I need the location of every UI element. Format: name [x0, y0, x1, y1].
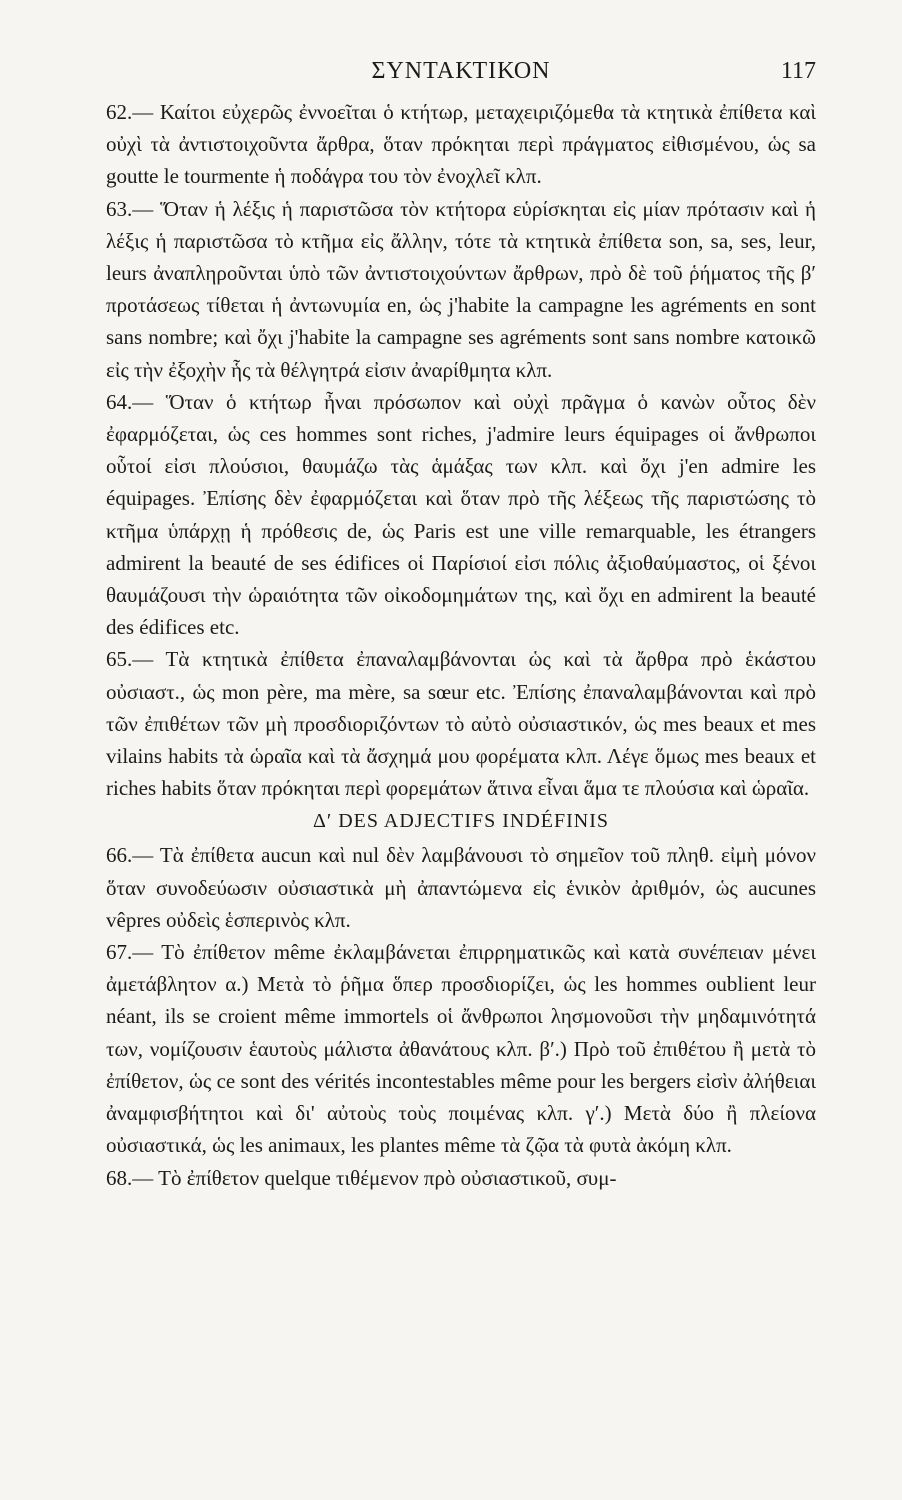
- paragraph-number: 62.—: [106, 100, 154, 124]
- paragraph-number: 68.—: [106, 1165, 154, 1190]
- paragraph-number: 67.—: [106, 940, 154, 965]
- paragraph-number: 66.—: [106, 843, 154, 868]
- section-heading: Δ′ DES ADJECTIFS INDÉFINIS: [312, 810, 610, 833]
- paragraph-65: [106, 643, 816, 804]
- page-title: ΣΥΝΤΑΚΤΙΚΟΝ: [371, 58, 551, 84]
- paragraph-68: [106, 1162, 816, 1194]
- paragraph-67: [106, 936, 816, 1161]
- paragraph-text: Τὸ ἐπίθετον même ἐκλαμβάνεται ἐπιρρηματικῶς καὶ κατὰ συνέπειαν μένει ἀμετάβλητον α.) Μετὰ τὸ ῥῆμα ὅπερ προσδιορίζει, ὡς les hommes oublient leur néant, ils se croient même immortels οἱ ἄνθρωποι λησμονοῦσι τὴν μηδαμινότητά των, νομίζουσιν ἑαυτοὺς μάλιστα ἀθανάτους κλπ. β′.) Πρὸ τοῦ ἐπιθέτου ἢ μετὰ τὸ ἐπίθετον, ὡς ce sont des vérités incontestables même pour les bergers εἰσὶν ἀλήθειαι ἀναμφισβήτητοι καὶ δι' αὐτοὺς τοὺς ποιμένας κλπ. γ′.) Μετὰ δύο ἢ πλείονα οὐσιαστικά, ὡς les animaux, les plantes même τὰ ζῷα τὰ φυτὰ ἀκόμη κλπ.: [106, 940, 816, 1158]
- paragraph-text: Καίτοι εὐχερῶς ἐννοεῖται ὁ κτήτωρ, μεταχειριζόμεθα τὰ κτητικὰ ἐπίθετα καὶ οὐχὶ τὰ ἀντιστοιχοῦντα ἄρθρα, ὅταν πρόκηται περὶ πράγματος εἰθισμένου, ὡς sa goutte le tourmente ἡ ποδάγρα του τὸν ἐνοχλεῖ κλπ.: [106, 100, 817, 189]
- paragraph-number: 63.—: [106, 196, 154, 221]
- paragraph-text: Τὸ ἐπίθετον quelque τιθέμενον πρὸ οὐσιαστικοῦ, συμ-: [158, 1165, 617, 1190]
- paragraph-text: Τὰ ἐπίθετα aucun καὶ nul δὲν λαμβάνουσι τὸ σημεῖον τοῦ πληθ. εἰμὴ μόνον ὅταν συνοδεύωσιν οὐσιαστικὰ μὴ ἀπαντώμενα εἰς ἑνικὸν ἀριθμόν, ὡς aucunes vêpres οὐδεὶς ἑσπερινὸς κλπ.: [106, 843, 816, 932]
- paragraph-63: [106, 193, 816, 386]
- page-number: 117: [780, 58, 816, 84]
- paragraph-number: 65.—: [106, 647, 154, 672]
- paragraph-64: [106, 386, 816, 644]
- paragraph-66: [106, 839, 816, 936]
- paragraph-text: Ὅταν ὁ κτήτωρ ἦναι πρόσωπον καὶ οὐχὶ πρᾶγμα ὁ κανὼν οὗτος δὲν ἐφαρμόζεται, ὡς ces hommes sont riches, j'admire leurs équipages οἱ ἄνθρωποι οὗτοί εἰσι πλούσιοι, θαυμάζω τὰς ἁμάξας των κλπ. καὶ ὄχι j'en admire les équipages. Ἐπίσης δὲν ἐφαρμόζεται καὶ ὅταν πρὸ τῆς λέξεως τῆς παριστώσης τὸ κτῆμα ὑπάρχῃ ἡ πρόθεσις de, ὡς Paris est une ville remarquable, les étrangers admirent la beauté de ses édifices οἱ Παρίσιοί εἰσι πόλις ἀξιοθαύμαστος, οἱ ξένοι θαυμάζουσι τὴν ὡραιότητα τῶν οἰκοδομημάτων της, καὶ ὄχι en admirent la beauté des édifices etc.: [106, 389, 816, 640]
- paragraph-text: Ὅταν ἡ λέξις ἡ παριστῶσα τὸν κτήτορα εὑρίσκηται εἰς μίαν πρότασιν καὶ ἡ λέξις ἡ παριστῶσα τὸ κτῆμα εἰς ἄλλην, τότε τὰ κτητικὰ ἐπίθετα son, sa, ses, leur, leurs ἀναπληροῦνται ὑπὸ τῶν ἀντιστοιχούντων ἄρθρων, πρὸ δὲ τοῦ ῥήματος τῆς β′ προτάσεως τίθεται ἡ ἀντωνυμία en, ὡς j'habite la campagne les agréments en sont sans nombre; καὶ ὄχι j'habite la campagne ses agréments sont sans nombre κατοικῶ εἰς τὴν ἐξοχὴν ἧς τὰ θέλγητρά εἰσιν ἀναρίθμητα κλπ.: [106, 196, 817, 382]
- paragraph-number: 64.—: [106, 389, 154, 414]
- running-header: [106, 58, 816, 96]
- main-text: [106, 96, 816, 1194]
- paragraph-text: Τὰ κτητικὰ ἐπίθετα ἐπαναλαμβάνονται ὡς καὶ τὰ ἄρθρα πρὸ ἑκάστου οὐσιαστ., ὡς mon père, ma mère, sa sœur etc. Ἐπίσης ἐπαναλαμβάνονται καὶ πρὸ τῶν ἐπιθέτων τῶν μὴ προσδιοριζόντων τὸ αὐτὸ οὐσιαστικόν, ὡς mes beaux et mes vilains habits τὰ ὡραῖα καὶ τὰ ἄσχημά μου φορέματα κλπ. Λέγε ὅμως mes beaux et riches habits ὅταν πρόκηται περὶ φορεμάτων ἅτινα εἶναι ἅμα τε πλούσια καὶ ὡραῖα.: [106, 647, 817, 801]
- paragraph-62: [106, 96, 816, 193]
